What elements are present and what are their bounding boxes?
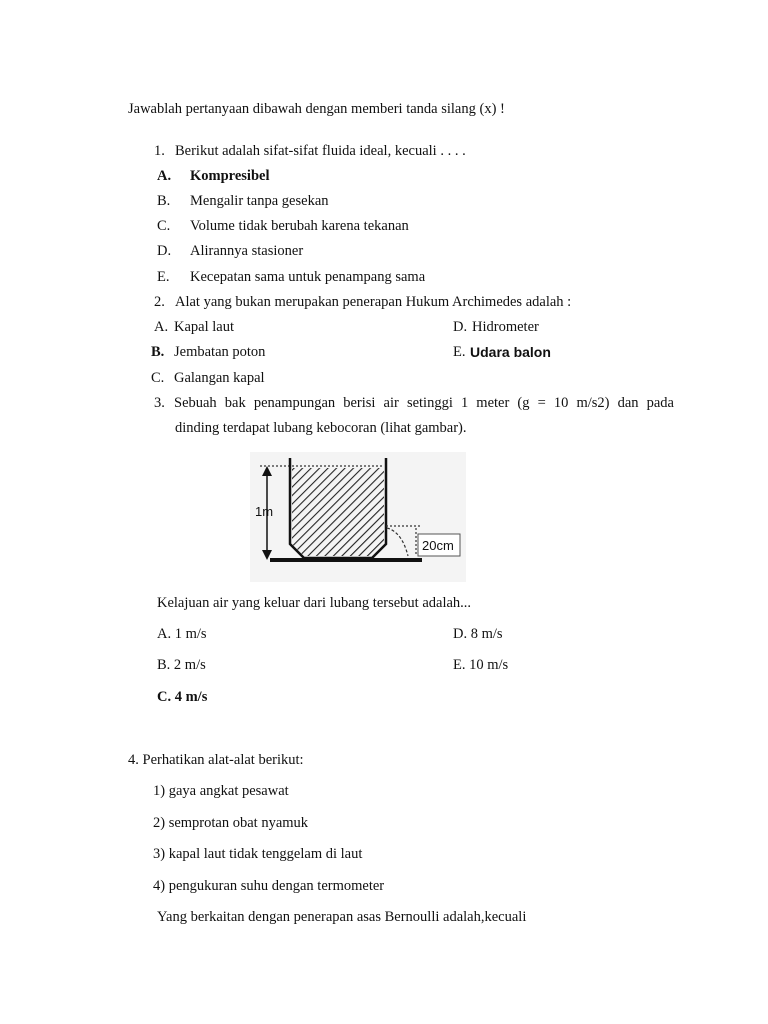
q2-option-a-letter: A. (154, 319, 169, 335)
q1-option-b-letter: B. (157, 193, 171, 209)
instruction: Jawablah pertanyaan dibawah dengan memberi tanda silang (x) ! (128, 101, 505, 117)
q1-option-d-text: Alirannya stasioner (190, 243, 304, 259)
q3-option-e: E. 10 m/s (453, 657, 509, 673)
ground-line (270, 558, 422, 562)
height-label: 1m (255, 504, 274, 519)
q3-text-line1: Sebuah bak penampungan berisi air setinggi 1 meter (g = 10 m/s2) dan pada (174, 395, 674, 411)
q3-option-c: C. 4 m/s (157, 689, 208, 705)
q4-item-2: 2) semprotan obat nyamuk (153, 815, 309, 831)
q1-option-b-text: Mengalir tanpa gesekan (190, 193, 329, 209)
q2-number: 2. (154, 294, 165, 310)
q3-option-a: A. 1 m/s (157, 626, 207, 642)
q1-text: Berikut adalah sifat-sifat fluida ideal, kecuali . . . . (175, 143, 466, 159)
q2-option-e-letter: E. (453, 344, 466, 360)
q4-item-1: 1) gaya angkat pesawat (153, 783, 289, 799)
water-body (292, 468, 384, 556)
q1-option-a-letter: A. (157, 168, 172, 184)
q3-option-d: D. 8 m/s (453, 626, 503, 642)
q2-option-c-letter: C. (151, 370, 165, 386)
q2-option-b-letter: B. (151, 344, 165, 360)
tank-diagram (250, 452, 466, 582)
q1-number: 1. (154, 143, 165, 159)
q1-option-c-text: Volume tidak berubah karena tekanan (190, 218, 409, 234)
tank-figure (250, 452, 466, 582)
q2-option-c-text: Galangan kapal (174, 370, 265, 386)
q4-item-4: 4) pengukuran suhu dengan termometer (153, 878, 385, 894)
q1-option-e-text: Kecepatan sama untuk penampang sama (190, 269, 426, 285)
q1-option-a-text: Kompresibel (190, 168, 270, 184)
q2-option-a-text: Kapal laut (174, 319, 234, 335)
q2-option-e-text: Udara balon (470, 344, 551, 360)
q4-question: Yang berkaitan dengan penerapan asas Bernoulli adalah,kecuali (157, 909, 527, 925)
q3-text-line2: dinding terdapat lubang kebocoran (lihat gambar). (175, 420, 467, 436)
q2-text: Alat yang bukan merupakan penerapan Hukum Archimedes adalah : (175, 294, 572, 310)
q4-text: 4. Perhatikan alat-alat berikut: (128, 752, 304, 768)
q3-option-b: B. 2 m/s (157, 657, 206, 673)
q2-option-b-text: Jembatan poton (174, 344, 266, 360)
q4-item-3: 3) kapal laut tidak tenggelam di laut (153, 846, 363, 862)
q1-option-d-letter: D. (157, 243, 172, 259)
q2-option-d-text: Hidrometer (472, 319, 539, 335)
q1-option-e-letter: E. (157, 269, 170, 285)
q2-option-d-letter: D. (453, 319, 468, 335)
hole-label: 20cm (422, 538, 454, 553)
q1-option-c-letter: C. (157, 218, 171, 234)
q3-number: 3. (154, 395, 165, 411)
q3-question: Kelajuan air yang keluar dari lubang tersebut adalah... (157, 595, 472, 611)
